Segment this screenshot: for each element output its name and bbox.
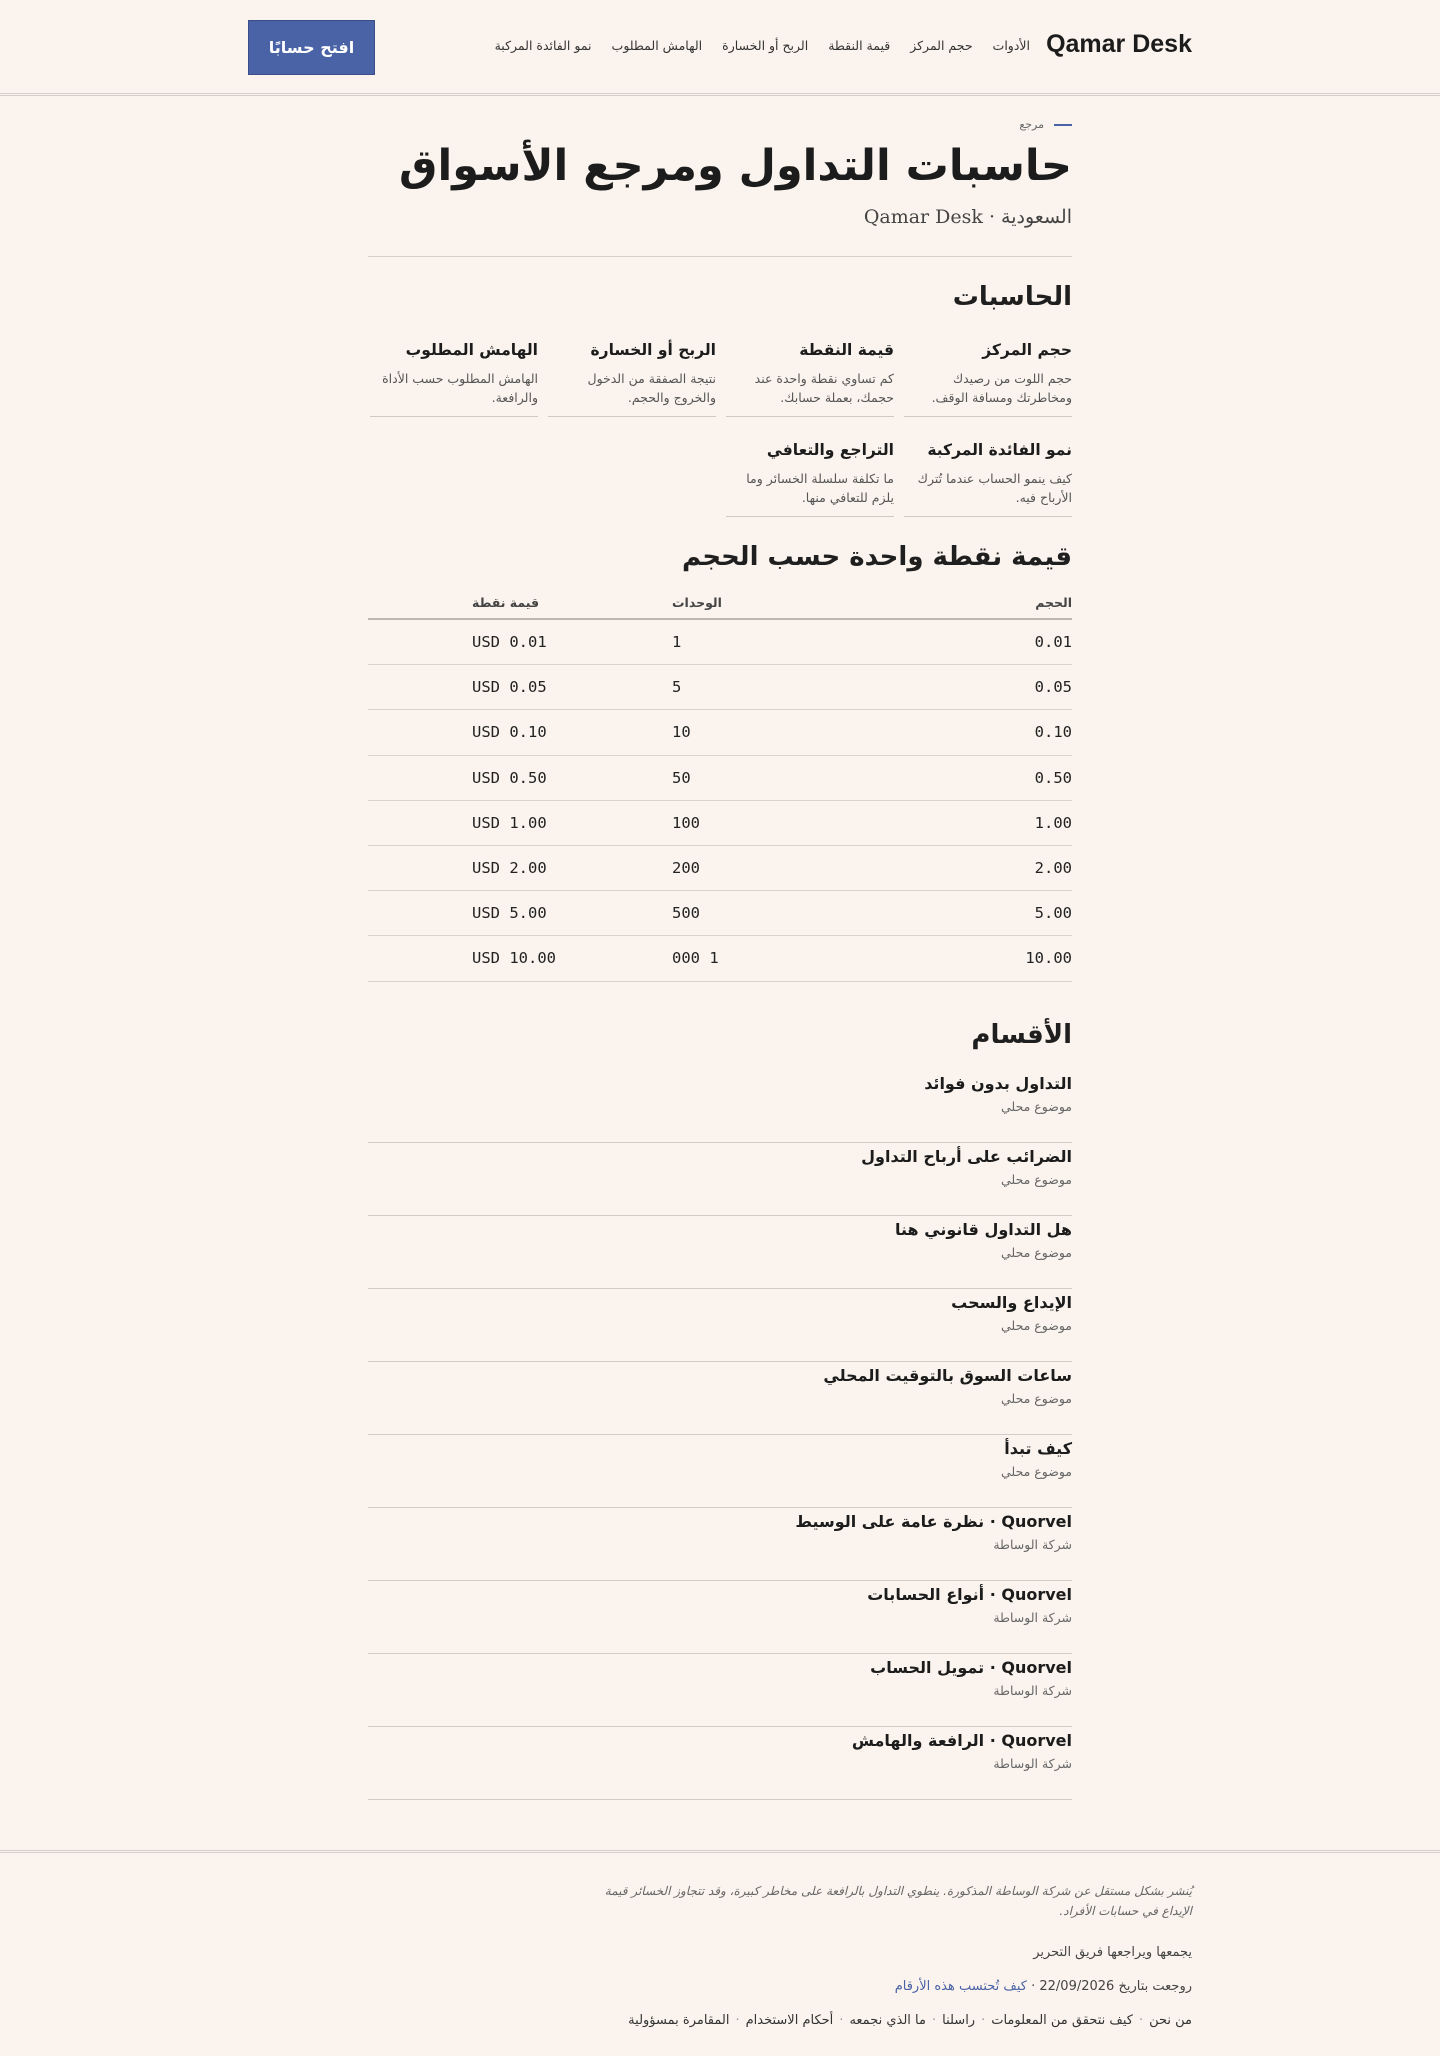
eyebrow-dash [1054,124,1072,126]
table-row [368,620,1072,665]
calc-card-title: الربح أو الخسارة [590,341,716,359]
nav-item-compound[interactable]: نمو الفائدة المركبة [494,38,592,53]
nav-item-margin[interactable]: الهامش المطلوب [611,38,703,53]
calc-card-title: قيمة النقطة [799,341,894,359]
cell-lot: 0.01 [1034,633,1072,652]
list-item[interactable] [368,1070,1072,1143]
cell-value: USD 0.05 [472,678,547,697]
table-row [368,801,1072,846]
editorial-team: يجمعها ويراجعها فريق التحرير [1033,1945,1192,1960]
separator: · [735,2013,740,2028]
calc-card-margin[interactable] [370,341,538,417]
eyebrow-label: مرجع [1019,118,1044,131]
calc-card-title: حجم المركز [982,341,1072,359]
site-header [0,0,1440,96]
list-item-sub: شركة الوساطة [993,1537,1072,1552]
list-item[interactable] [368,1143,1072,1216]
cell-value: USD 0.10 [472,723,547,742]
list-item[interactable] [368,1508,1072,1581]
list-item-title: Quorvel · نظرة عامة على الوسيط [795,1512,1072,1531]
list-item-sub: شركة الوساطة [993,1756,1072,1771]
list-item-sub: موضوع محلي [1001,1318,1072,1333]
cell-lot: 10.00 [1025,949,1072,968]
open-account-button[interactable]: افتح حسابًا [248,20,375,75]
review-date: روجعت بتاريخ 22/09/2026 · [1031,1979,1192,1994]
cell-value: USD 0.50 [472,768,547,787]
cell-lot: 0.50 [1034,768,1072,787]
cell-lot: 5.00 [1034,904,1072,923]
separator: · [1138,2013,1144,2028]
list-item-title: التداول بدون فوائد [924,1074,1072,1093]
cell-units: 50 [672,768,691,787]
main-nav [495,38,1030,53]
calc-card-drawdown[interactable] [726,441,894,517]
table-row [368,891,1072,936]
calc-card-title: الهامش المطلوب [405,341,538,359]
list-item[interactable] [368,1216,1072,1289]
calc-card-compound[interactable] [904,441,1072,517]
calc-card-desc: الهامش المطلوب حسب الأداة والرافعة. [382,371,538,405]
list-item-title: Quorvel · الرافعة والهامش [851,1731,1072,1750]
methodology-link[interactable]: كيف تُحتسب هذه الأرقام [894,1979,1027,1994]
risk-disclaimer: يُنشر بشكل مستقل عن شركة الوساطة المذكورة. ينطوي التداول بالرافعة على مخاطر كبيرة، وقد تتجاوز الخسائر قيمة الإيداع في حسابات الأفراد. [604,1884,1192,1918]
brand-logo[interactable]: Qamar Desk [1046,30,1192,58]
nav-item-position-size[interactable]: حجم المركز [910,38,973,53]
footer-link-terms[interactable]: أحكام الاستخدام [745,2013,834,2028]
list-item-sub: شركة الوساطة [993,1610,1072,1625]
list-item-title: الإيداع والسحب [951,1293,1072,1312]
sections-title: الأقسام [971,1020,1072,1050]
calc-card-desc: كم تساوي نقطة واحدة عند حجمك، بعملة حسابك. [754,371,894,405]
cell-lot: 0.10 [1034,723,1072,742]
calc-card-title: التراجع والتعافي [766,441,894,459]
nav-item-profit-loss[interactable]: الربح أو الخسارة [722,38,809,53]
list-item-title: كيف تبدأ [1004,1439,1072,1458]
site-footer [0,1850,1440,2056]
calc-card-desc: كيف ينمو الحساب عندما تُترك الأرباح فيه. [917,471,1072,505]
list-item-sub: شركة الوساطة [993,1683,1072,1698]
cell-units: 1 000 [672,949,719,968]
cell-value: USD 0.01 [472,633,547,652]
table-row [368,665,1072,710]
list-item-sub: موضوع محلي [1001,1391,1072,1406]
footer-link-privacy[interactable]: ما الذي نجمعه [849,2013,926,2028]
list-item-title: الضرائب على أرباح التداول [861,1147,1072,1166]
list-item[interactable] [368,1654,1072,1727]
list-item-sub: موضوع محلي [1001,1245,1072,1260]
column-header-lot: الحجم [1035,594,1072,610]
table-header [368,586,1072,620]
separator: · [931,2013,937,2028]
calc-card-desc: حجم اللوت من رصيدك ومخاطرتك ومسافة الوقف. [931,371,1072,405]
cell-units: 500 [672,904,700,923]
footer-link-about[interactable]: من نحن [1149,2013,1192,2028]
cell-units: 1 [672,633,682,652]
list-item-sub: موضوع محلي [1001,1099,1072,1114]
page-subtitle: السعودية · Qamar Desk [863,206,1072,228]
table-row [368,710,1072,755]
review-line [895,1979,1192,1994]
point-value-title: قيمة نقطة واحدة حسب الحجم [681,542,1072,572]
list-item-title: هل التداول قانوني هنا [894,1220,1072,1239]
list-item-sub: موضوع محلي [1001,1464,1072,1479]
list-item[interactable] [368,1362,1072,1435]
cell-lot: 1.00 [1034,813,1072,832]
footer-link-responsible[interactable]: المقامرة بمسؤولية [628,2013,730,2028]
cell-units: 200 [672,859,700,878]
cell-lot: 2.00 [1034,859,1072,878]
list-item[interactable] [368,1289,1072,1362]
footer-link-contact[interactable]: راسلنا [942,2013,976,2028]
sections-list [368,1070,1072,1800]
list-item[interactable] [368,1581,1072,1654]
column-header-point-value: قيمة نقطة [472,594,540,610]
cell-value: USD 5.00 [472,904,547,923]
table-row [368,846,1072,891]
column-header-units: الوحدات [672,594,722,610]
cell-value: USD 1.00 [472,813,547,832]
table-row [368,936,1072,981]
divider [368,256,1072,257]
list-item-sub: موضوع محلي [1001,1172,1072,1187]
footer-links [628,2013,1192,2028]
nav-item-tools[interactable]: الأدوات [992,38,1030,53]
cell-units: 10 [672,723,691,742]
list-item-title: ساعات السوق بالتوقيت المحلي [823,1366,1072,1385]
list-item-title: Quorvel · تمويل الحساب [870,1658,1072,1677]
cell-units: 100 [672,813,700,832]
cell-value: USD 10.00 [472,949,556,968]
calculators-grid [368,341,1072,517]
calculators-title: الحاسبات [952,282,1072,312]
calc-card-desc: نتيجة الصفقة من الدخول والخروج والحجم. [587,371,716,405]
separator: · [981,2013,986,2028]
table-row [368,756,1072,801]
cell-lot: 0.05 [1034,678,1072,697]
page-title: حاسبات التداول ومرجع الأسواق [399,141,1072,191]
point-value-table [368,586,1072,982]
cell-value: USD 2.00 [472,859,547,878]
list-item[interactable] [368,1435,1072,1508]
list-item[interactable] [368,1727,1072,1800]
list-item-title: Quorvel · أنواع الحسابات [867,1585,1072,1604]
calc-card-title: نمو الفائدة المركبة [927,441,1072,459]
calc-card-profit-loss[interactable] [548,341,716,417]
calc-card-desc: ما تكلفة سلسلة الخسائر وما يلزم للتعافي منها. [746,471,894,505]
calc-card-pip-value[interactable] [726,341,894,417]
eyebrow [1019,118,1072,131]
calc-card-position-size[interactable] [904,341,1072,417]
nav-item-pip-value[interactable]: قيمة النقطة [828,38,891,53]
cell-units: 5 [672,678,682,697]
footer-link-verification[interactable]: كيف نتحقق من المعلومات [991,2013,1133,2028]
separator: · [839,2013,844,2028]
